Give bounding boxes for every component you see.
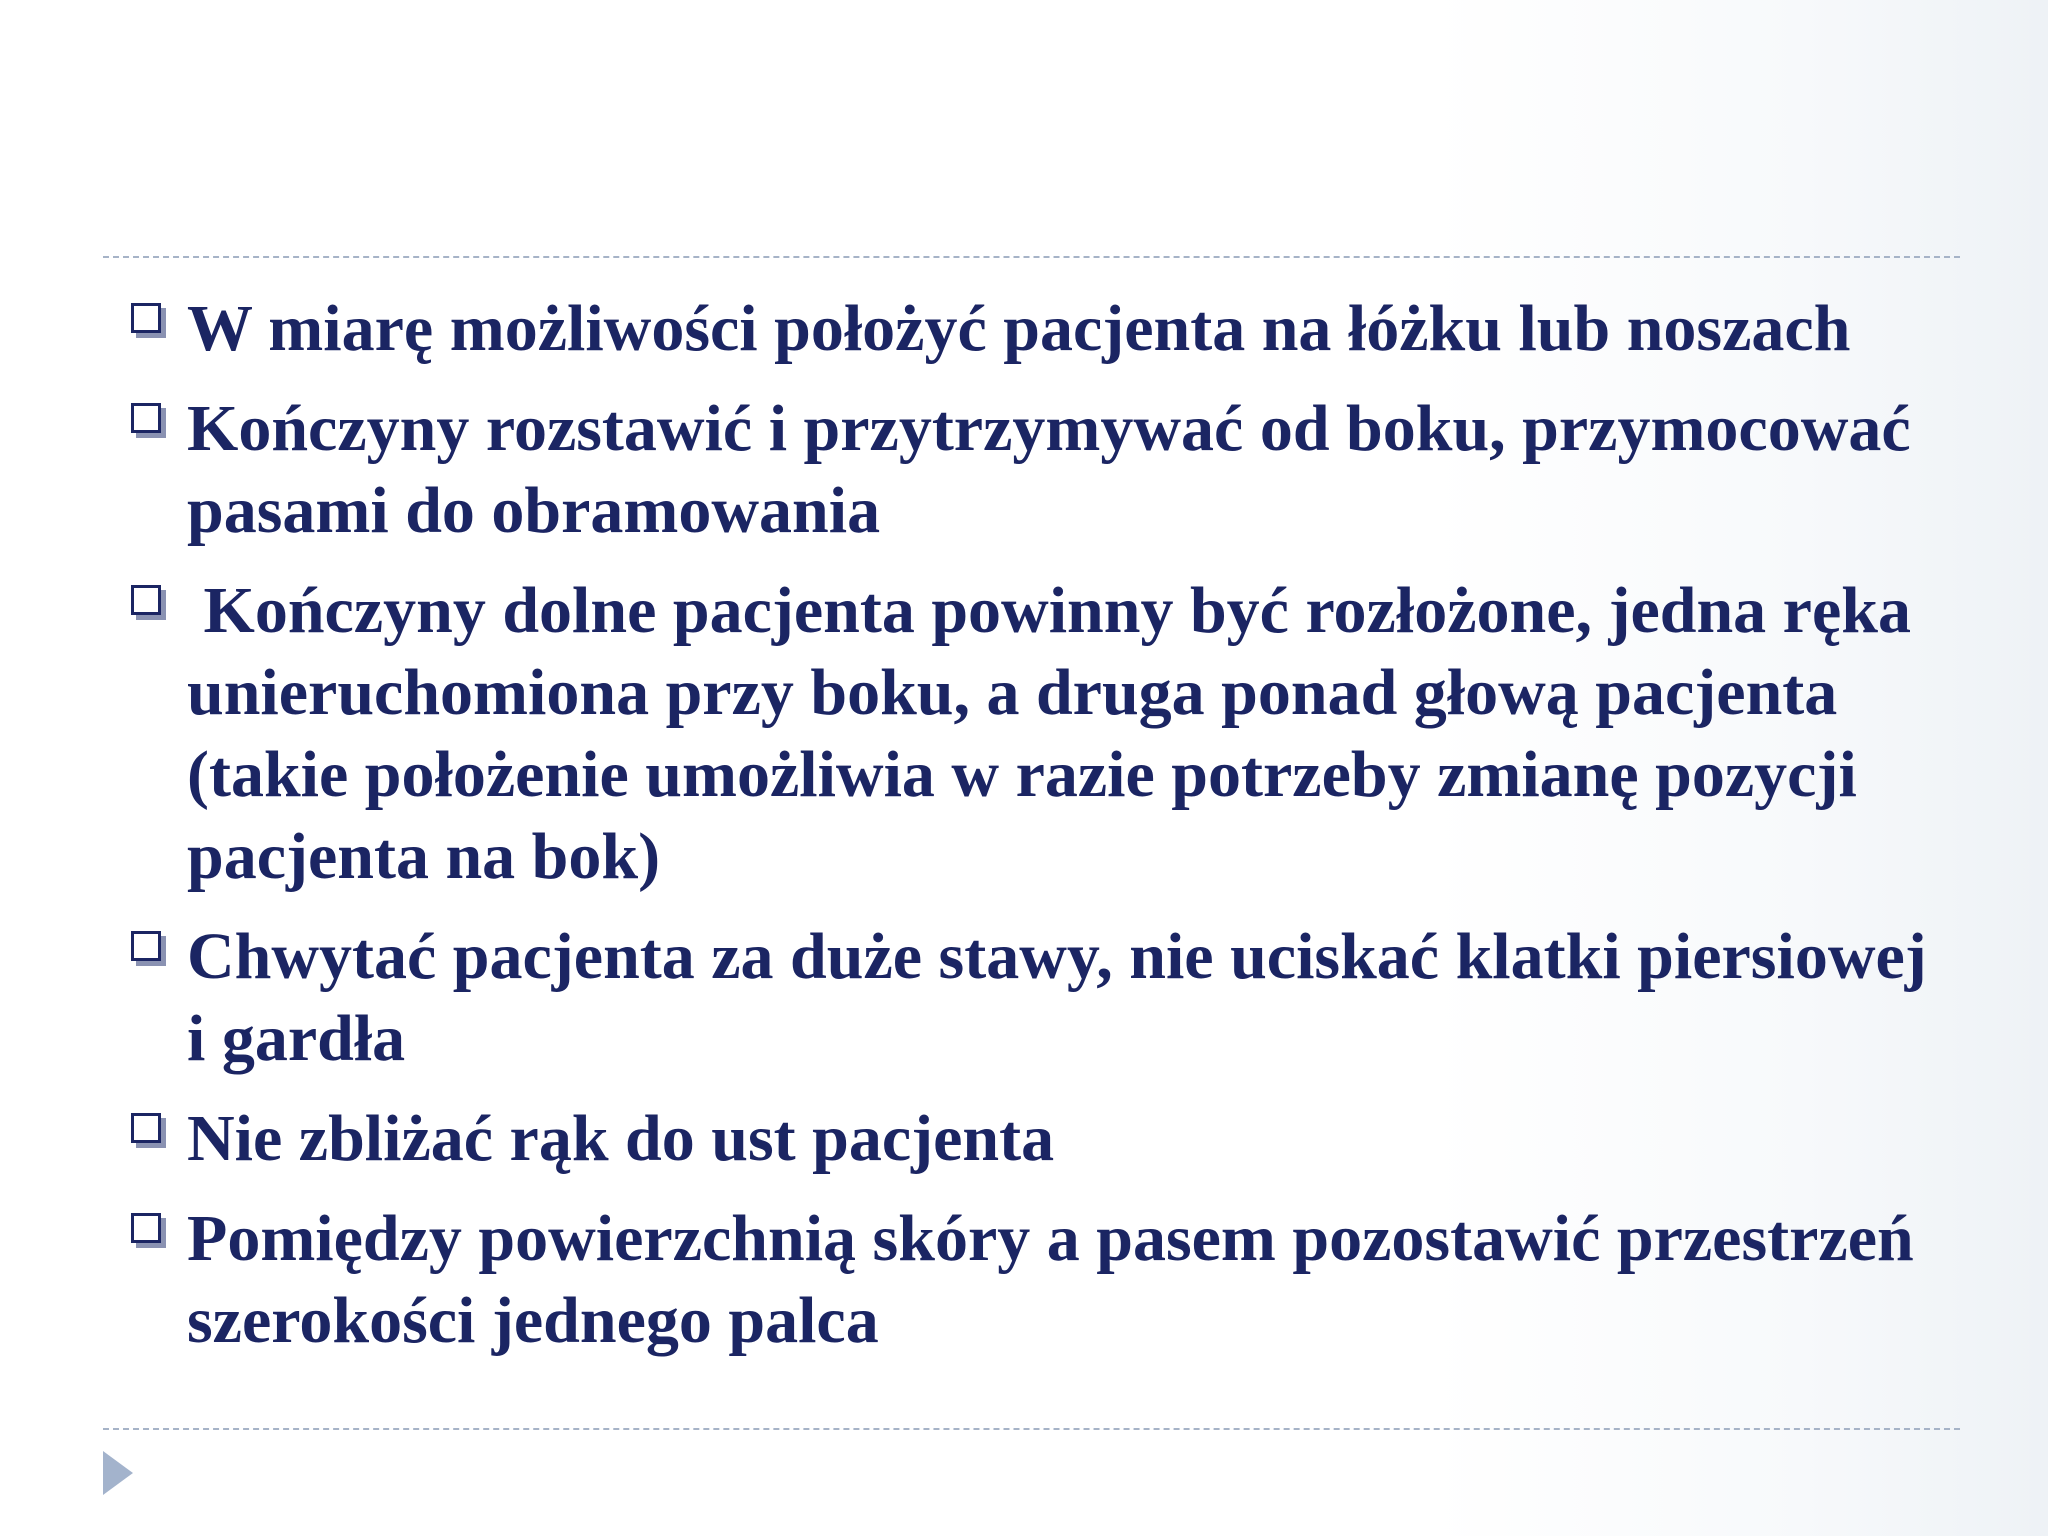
bullet-text: Nie zbliżać rąk do ust pacjenta	[187, 1102, 1055, 1175]
bullet-item-5	[127, 1098, 1957, 1180]
bullet-item-2	[127, 388, 1957, 552]
square-bullet-icon	[131, 403, 161, 433]
bullet-item-6	[127, 1198, 1957, 1362]
square-bullet-icon	[131, 303, 161, 333]
bullet-text: Kończyny rozstawić i przytrzymywać od boku, przymocować pasami do obramowania	[187, 392, 1911, 547]
bullet-item-3	[127, 570, 1957, 898]
bullet-text: Chwytać pacjenta za duże stawy, nie uciskać klatki piersiowej i gardła	[187, 920, 1927, 1075]
square-bullet-icon	[131, 1113, 161, 1143]
bullet-list	[127, 288, 1957, 1380]
square-bullet-icon	[131, 1213, 161, 1243]
square-bullet-icon	[131, 931, 161, 961]
bullet-item-1	[127, 288, 1957, 370]
bullet-text: W miarę możliwości położyć pacjenta na łóżku lub noszach	[187, 292, 1851, 365]
next-slide-arrow-icon[interactable]	[103, 1451, 133, 1495]
bullet-item-4	[127, 916, 1957, 1080]
square-bullet-icon	[131, 585, 161, 615]
bullet-text: Pomiędzy powierzchnią skóry a pasem pozostawić przestrzeń szerokości jednego palca	[187, 1202, 1914, 1357]
bullet-text: Kończyny dolne pacjenta powinny być rozłożone, jedna ręka unieruchomiona przy boku, a druga ponad głową pacjenta (takie położenie umożliwia w razie potrzeby zmianę pozycji pacjenta na bok)	[187, 574, 1928, 893]
bottom-divider	[103, 1428, 1960, 1430]
top-divider	[103, 256, 1960, 258]
